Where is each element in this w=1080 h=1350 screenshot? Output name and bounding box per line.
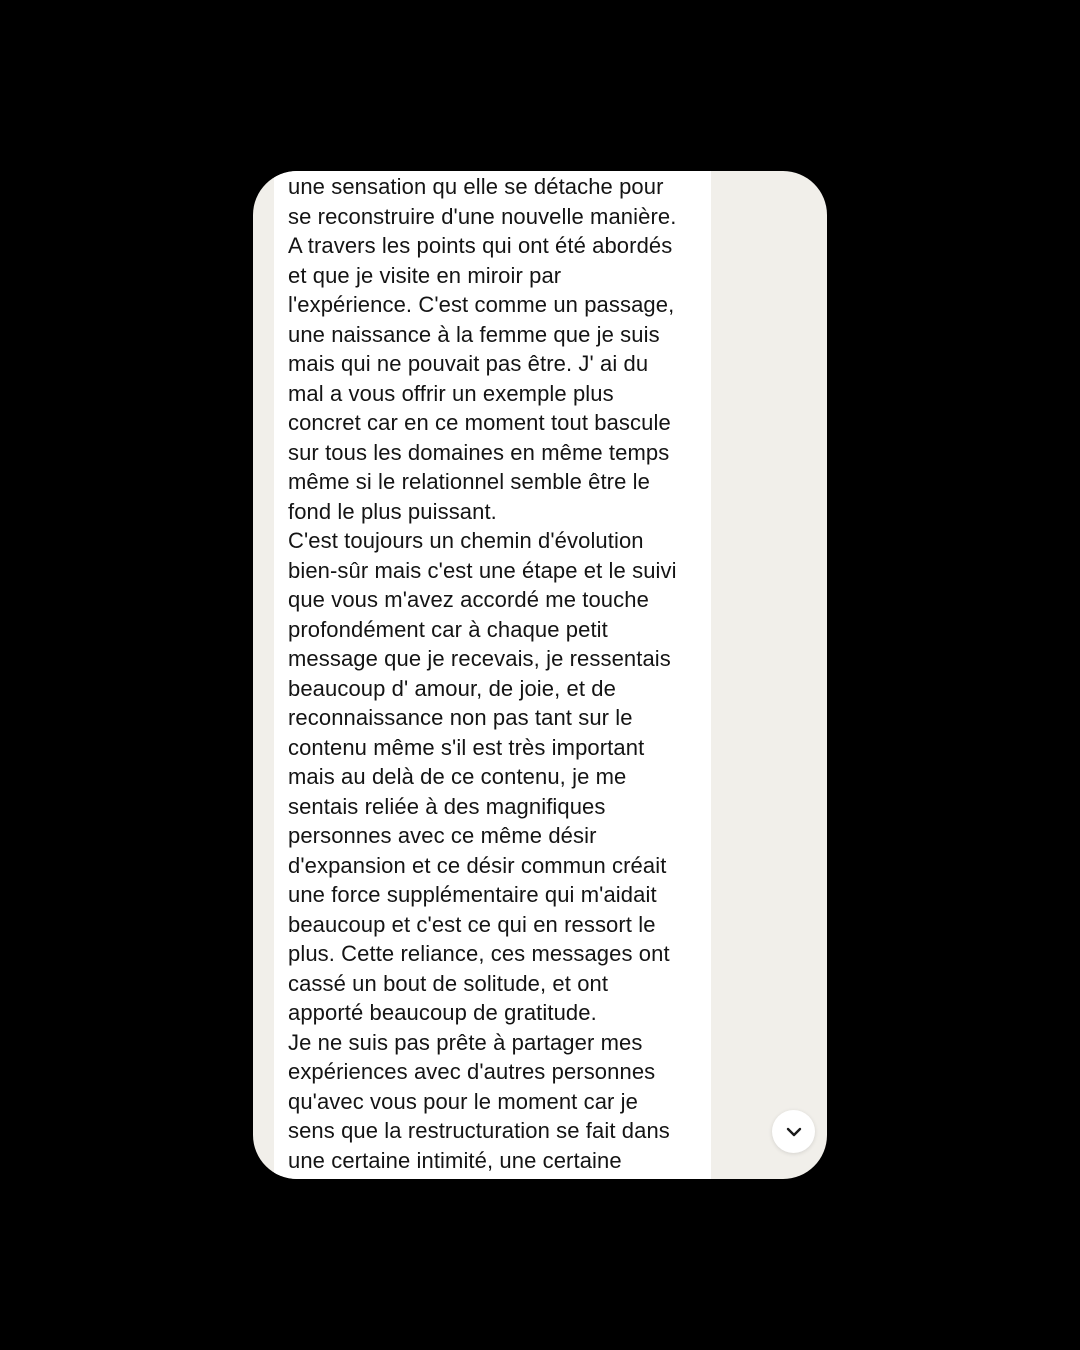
message-line: mais qui ne pouvait pas être. J' ai du — [288, 351, 649, 376]
message-line: beaucoup et c'est ce qui en ressort le — [288, 911, 656, 937]
message-line: profondément car à chaque petit — [288, 616, 608, 642]
message-line: se reconstruire d'une nouvelle manière. — [288, 203, 677, 229]
message-line: plus. Cette reliance, ces messages ont — [288, 941, 670, 966]
message-line: cassé un bout de solitude, et ont — [288, 970, 609, 996]
message-line: l'expérience. C'est comme un passage, — [288, 292, 675, 317]
message-line: même si le relationnel semble être le — [288, 469, 650, 494]
message-line: et que je visite en miroir par — [288, 262, 562, 288]
message-line: d'expansion et ce désir commun créait — [288, 852, 667, 878]
message-line: personnes avec ce même désir — [288, 823, 597, 848]
message-bubble — [274, 171, 711, 1179]
message-line: une naissance à la femme que je suis — [288, 321, 660, 347]
message-line: Je ne suis pas prête à partager mes — [288, 1029, 643, 1055]
message-text — [288, 172, 708, 1175]
chat-screen — [253, 171, 827, 1179]
message-line: mais au delà de ce contenu, je me — [288, 764, 627, 789]
message-line: une certaine intimité, une certaine — [288, 1147, 622, 1173]
message-line: sur tous les domaines en même temps — [288, 439, 670, 465]
message-line: une sensation qu elle se détache pour — [288, 174, 664, 199]
chevron-down-icon — [784, 1122, 804, 1142]
message-line: contenu même s'il est très important — [288, 734, 645, 760]
message-line: que vous m'avez accordé me touche — [288, 587, 649, 612]
message-line: bien-sûr mais c'est une étape et le suivi — [288, 557, 677, 583]
message-line: reconnaissance non pas tant sur le — [288, 705, 633, 730]
message-line: expériences avec d'autres personnes — [288, 1059, 656, 1084]
message-line: une force supplémentaire qui m'aidait — [288, 882, 657, 907]
message-line: message que je recevais, je ressentais — [288, 646, 671, 671]
message-line: sentais reliée à des magnifiques — [288, 793, 606, 819]
scroll-to-bottom-button[interactable] — [772, 1110, 815, 1153]
message-line: beaucoup d' amour, de joie, et de — [288, 675, 616, 701]
message-line: sens que la restructuration se fait dans — [288, 1118, 670, 1143]
message-line: concret car en ce moment tout bascule — [288, 410, 671, 435]
message-line: A travers les points qui ont été abordés — [288, 233, 673, 258]
message-line: mal a vous offrir un exemple plus — [288, 380, 614, 406]
message-line: apporté beaucoup de gratitude. — [288, 1000, 597, 1025]
message-line: qu'avec vous pour le moment car je — [288, 1088, 638, 1114]
message-line: C'est toujours un chemin d'évolution — [288, 528, 644, 553]
message-line: fond le plus puissant. — [288, 498, 497, 524]
